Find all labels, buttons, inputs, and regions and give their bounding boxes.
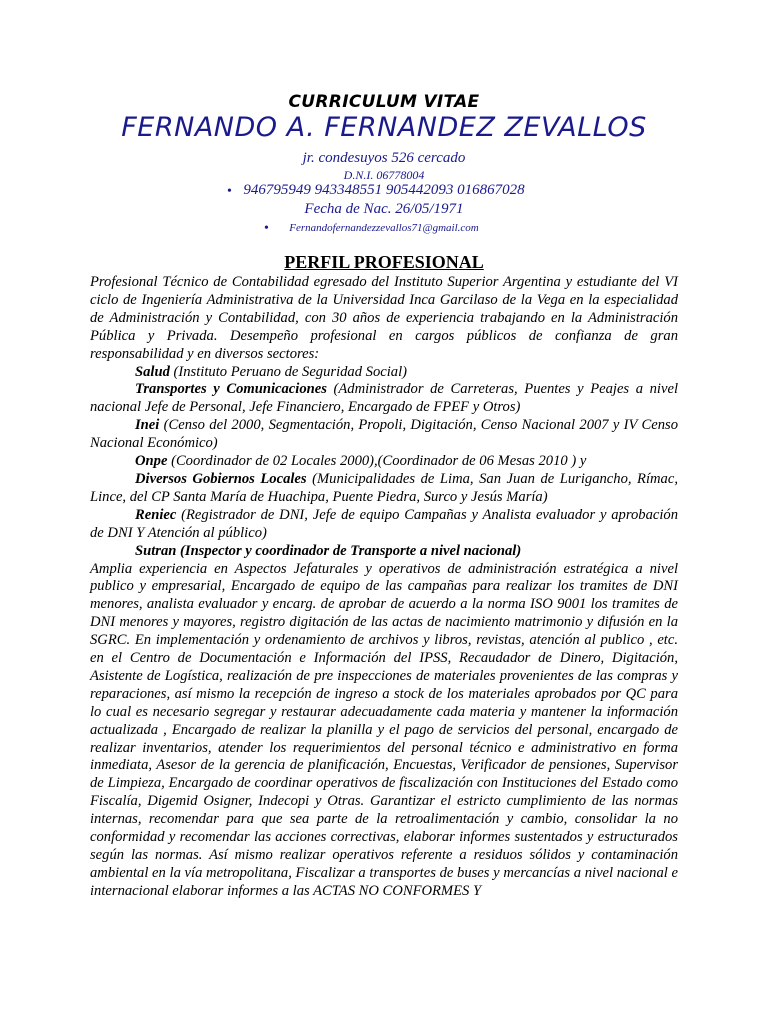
bullet-icon: • bbox=[264, 221, 269, 236]
profile-body bbox=[90, 274, 678, 901]
profile-intro: Profesional Técnico de Contabilidad egresado del Instituto Superior Argentina y estudiante del VI ciclo de Ingeniería Administrativa de la Universidad Inca Garcilaso de la Vega en la especialidad de Administración y Contabilidad, con 30 años de experiencia trabajando en la Administración Pública y Privada. Desempeño profesional en cargos públicos de confianza de gran responsabilidad y en diversos sectores: bbox=[90, 274, 678, 362]
entry-onpe bbox=[90, 453, 678, 471]
entry-org: Sutran (Inspector y coordinador de Transporte a nivel nacional) bbox=[135, 542, 522, 559]
birth-date: Fecha de Nac. 26/05/1971 bbox=[304, 201, 464, 217]
entry-detail: (Instituto Peruano de Seguridad Social) bbox=[169, 363, 408, 380]
entry-org: Transportes y Comunicaciones bbox=[135, 381, 327, 398]
entry-gobiernos-locales bbox=[90, 471, 678, 507]
entry-detail: (Coordinador de 02 Locales 2000),(Coordinador de 06 Mesas 2010 ) y bbox=[167, 453, 587, 470]
address-line: jr. condesuyos 526 cercado bbox=[302, 150, 466, 166]
section-title-profile: PERFIL PROFESIONAL bbox=[284, 252, 484, 272]
entry-detail: (Censo del 2000, Segmentación, Propoli, Digitación, Censo Nacional 2007 y IV Censo Nacional Económico) bbox=[90, 417, 678, 452]
entry-org: Inei bbox=[135, 417, 160, 434]
entry-org: Reniec bbox=[135, 506, 177, 523]
entry-reniec bbox=[90, 507, 678, 543]
entry-detail: (Administrador de Carreteras, Puentes y Peajes a nivel nacional Jefe de Personal, Jefe Financiero, Encargado de FPEF y Otros) bbox=[90, 381, 678, 416]
entry-sutran bbox=[90, 543, 678, 561]
entry-transportes bbox=[90, 381, 678, 417]
entry-salud bbox=[90, 364, 678, 382]
candidate-name: FERNANDO A. FERNANDEZ ZEVALLOS bbox=[121, 112, 647, 143]
entry-org: Salud bbox=[135, 363, 170, 380]
entry-org: Diversos Gobiernos Locales bbox=[135, 470, 307, 487]
email-address: Fernandofernandezzevallos71@gmail.com bbox=[289, 222, 479, 234]
bullet-icon: • bbox=[227, 184, 232, 199]
entry-inei bbox=[90, 417, 678, 453]
entry-org: Onpe bbox=[135, 453, 168, 470]
document-label: CURRICULUM VITAE bbox=[288, 92, 480, 112]
dni-line: D.N.I. 06778004 bbox=[343, 168, 425, 182]
entry-detail: (Registrador de DNI, Jefe de equipo Campañas y Analista evaluador y aprobación de DNI Y Atención al público) bbox=[90, 506, 678, 541]
experience-paragraph: Amplia experiencia en Aspectos Jefaturales y operativos de administración estratégica a nivel publico y empresarial, Encargado de equipo de las campañas para realizar los tramites de DNI menores, analista evaluador y encarg. de aprobar de acuerdo a la norma ISO 9001 los tramites de DNI menores y mayores, registro digitación de las actas de nacimiento matrimonio y difusión en la SGRC. En implementación y ordenamiento de archivos y libros, revistas, atención al publico , etc. en el Centro de Documentación e Información del IPSS, Recaudador de Dinero, Digitación, Asistente de Logística, realización de pre inspecciones de materiales provenientes de las compras y reparaciones, así mismo la recepción de ingreso a stock de los materiales aprobados por QC para lo cual es necesario segregar y restaurar adecuadamente cada materia y mantener la información actualizada , Encargado de realizar la planilla y el pago de servicios del personal, encargado de realizar inventarios, atender los requerimientos del personal técnico e administrativo en forma inmediata, Asesor de la gerencia de planificación, Encuestas, Verificador de pensiones, Supervisor de Limpieza, Encargado de coordinar operativos de fiscalización con Instituciones del Estado como Fiscalía, Digemid Osigner, Indecopi y Otras. Garantizar el estricto cumplimiento de las normas internas, recomendar para que sea parte de la retroalimentación y cambio, consolidar la no conformidad y recomendar las acciones correctivas, elaborar informes sustentados y estructurados según las normas. Así mismo realizar operativos referente a residuos sólidos y contaminación ambiental en la vía metropolitana, Fiscalizar a transportes de buses y mercancías a nivel nacional e internacional elaborar informes a las ACTAS NO CONFORMES Y bbox=[90, 560, 678, 899]
entry-detail: (Municipalidades de Lima, San Juan de Lurigancho, Rímac, Lince, del CP Santa María de Huachipa, Puente Piedra, Surco y Jesús María) bbox=[90, 470, 678, 505]
phone-numbers: 946795949 943348551 905442093 016867028 bbox=[243, 182, 525, 198]
